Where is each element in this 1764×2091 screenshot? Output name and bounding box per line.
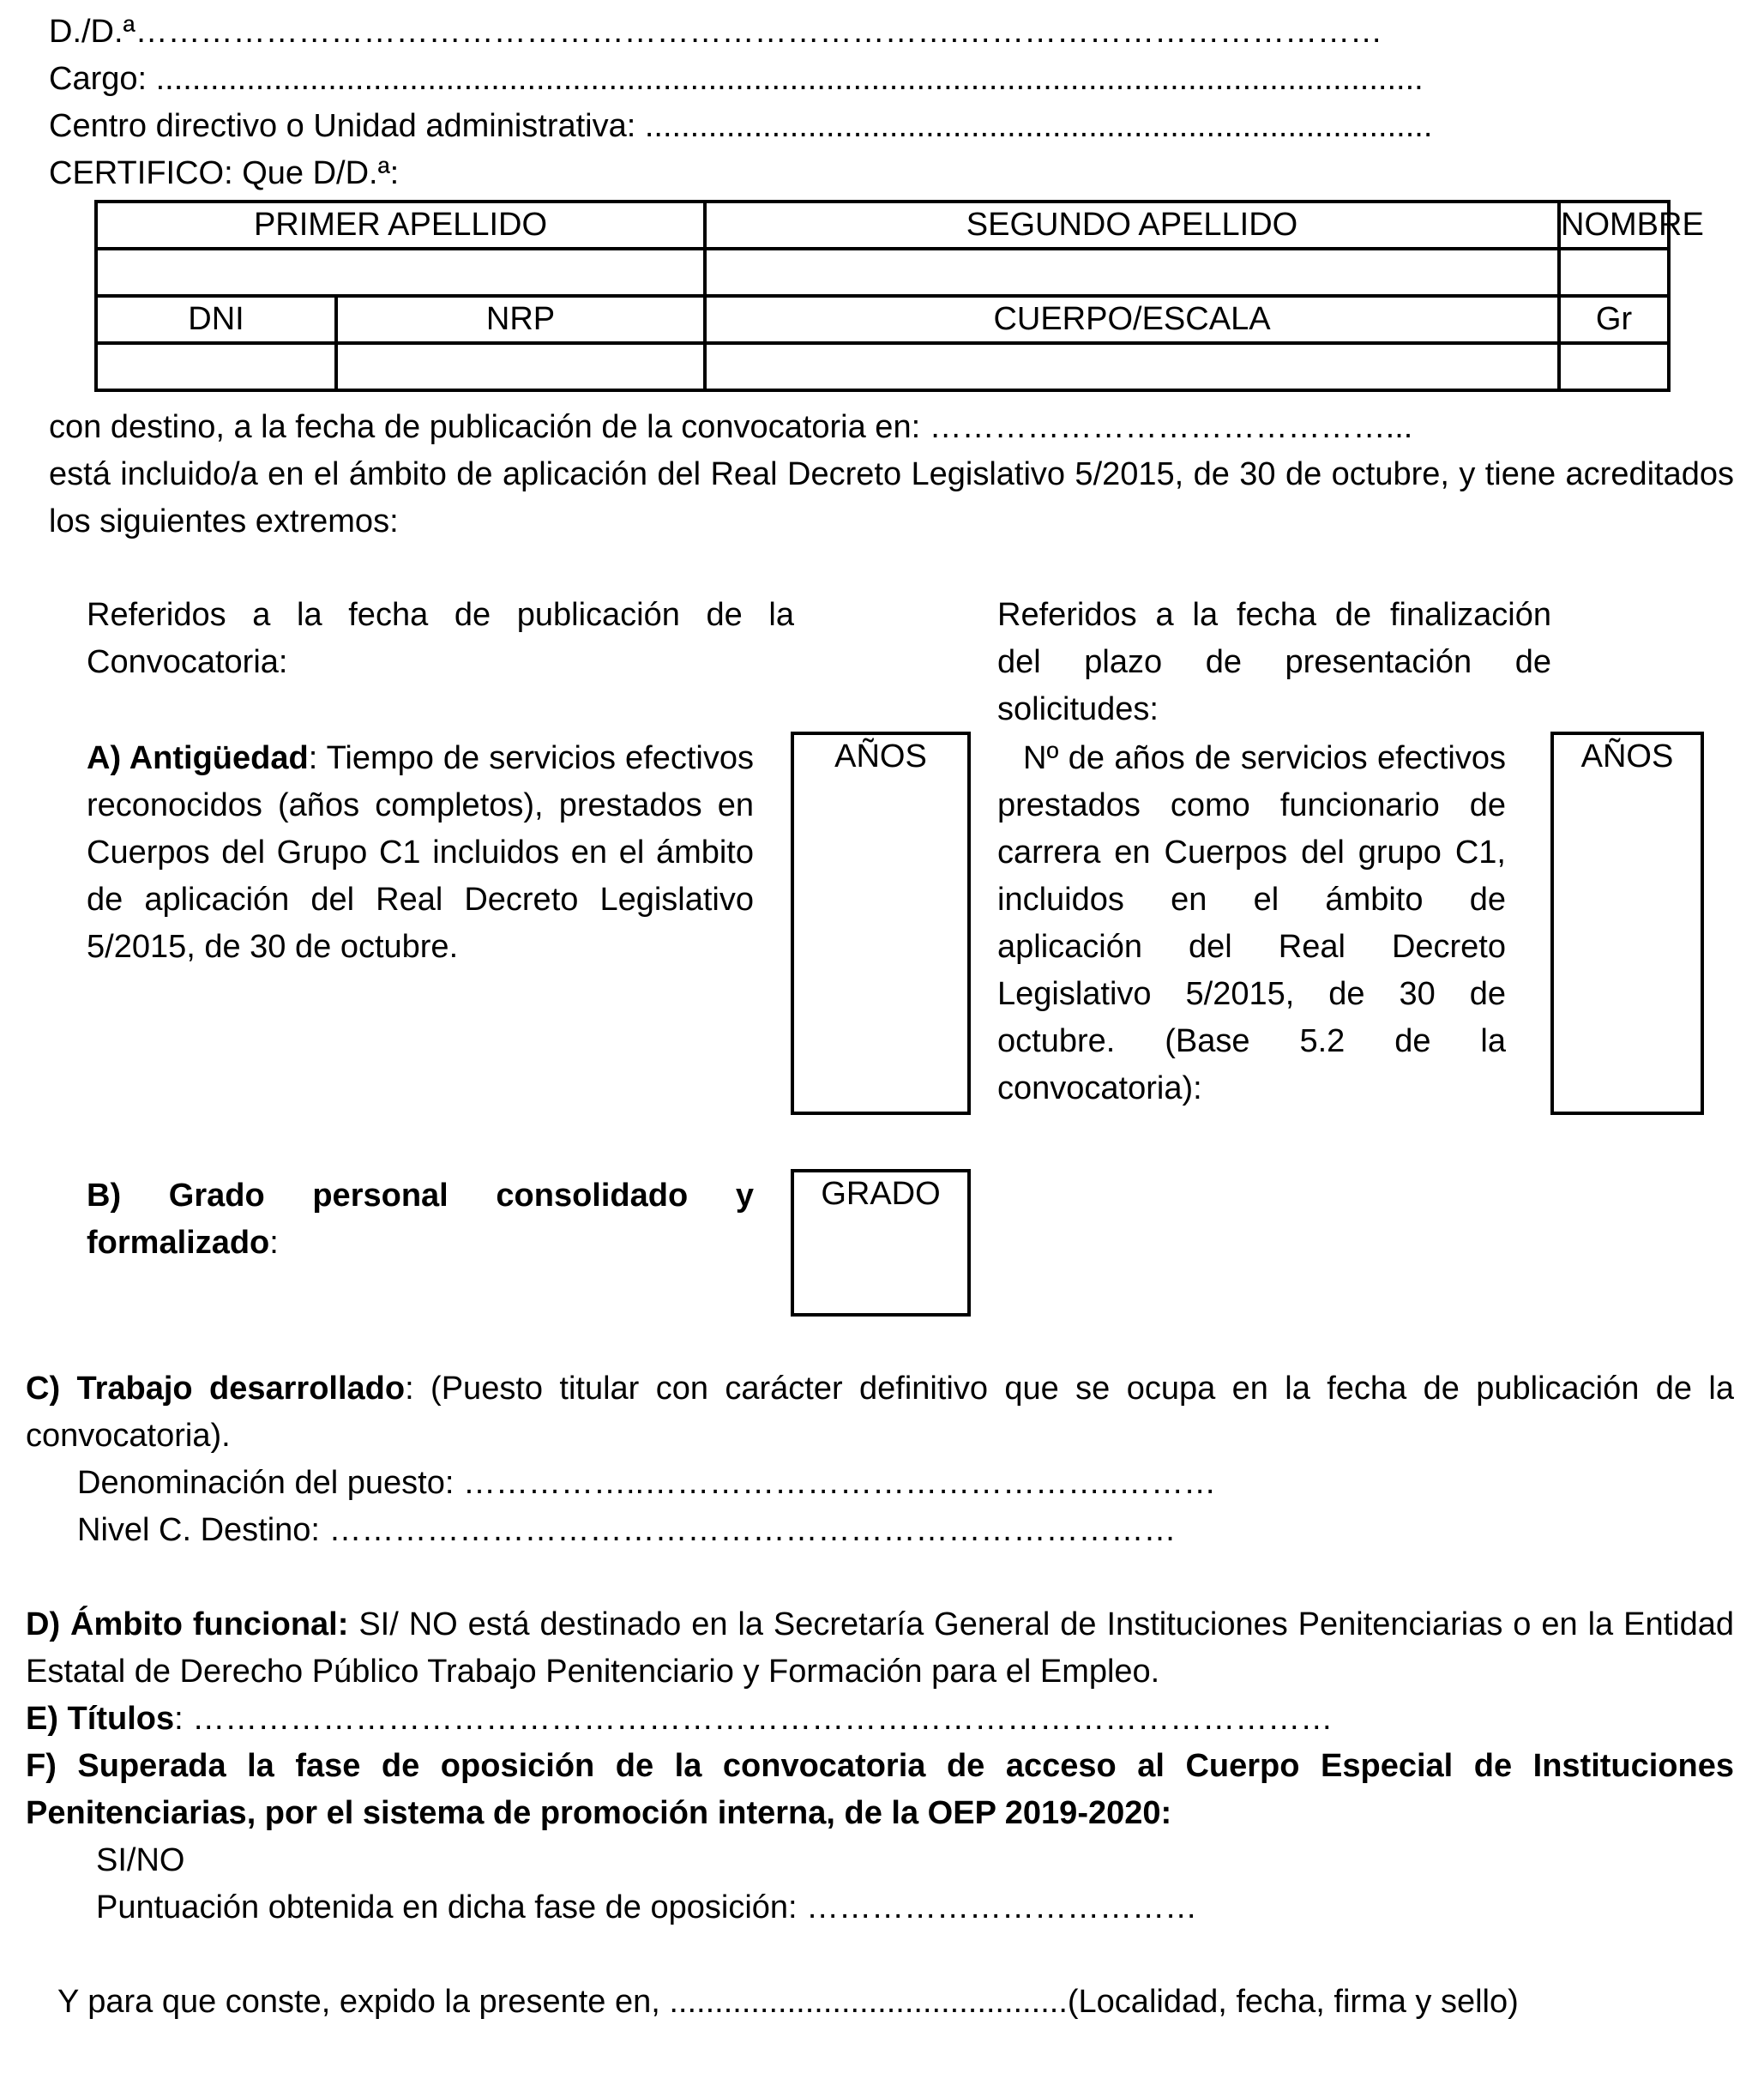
right-intro: Referidos a la fecha de finalización del plazo de presentación de solicitudes: — [997, 597, 1551, 727]
header-primer-apellido: PRIMER APELLIDO — [96, 202, 705, 249]
cell-cuerpo-escala[interactable] — [705, 343, 1559, 390]
incluido-paragraph: está incluido/a en el ámbito de aplicación del Real Decreto Legislativo 5/2015, de 30 de octubre, y tiene acreditados los siguientes extremos: — [49, 456, 1734, 539]
section-a-right-years-box[interactable] — [1550, 732, 1704, 1115]
cell-nrp[interactable] — [336, 343, 705, 390]
section-a-box-label: AÑOS — [834, 738, 927, 774]
field-cargo: Cargo: ............................................................................................................................................ — [49, 61, 1424, 97]
header-dni: DNI — [96, 296, 336, 343]
section-c-nivel: Nivel C. Destino: …………………………………………………………………… — [77, 1512, 1177, 1548]
cell-primer-apellido[interactable] — [96, 249, 705, 296]
section-c-denominacion: Denominación del puesto: ……………..……………………………………..……… — [77, 1465, 1217, 1501]
section-f-sino: SI/NO — [96, 1842, 185, 1878]
section-e-label: E) Títulos — [26, 1701, 175, 1737]
section-b-suffix: : — [269, 1225, 279, 1261]
cell-gr[interactable] — [1559, 343, 1669, 390]
section-b-box-label: GRADO — [821, 1176, 941, 1212]
section-a-right-text — [997, 735, 1506, 1112]
section-d-text — [26, 1601, 1734, 1696]
section-b-grado-box[interactable] — [791, 1169, 971, 1317]
section-a-description: : Tiempo de servicios efectivos reconocidos (años completos), prestados en Cuerpos del Grupo C1 incluidos en el ámbito de aplicación del Real Decreto Legislativo 5/2015, de 30 de octubre. — [87, 740, 755, 965]
cell-segundo-apellido[interactable] — [705, 249, 1559, 296]
section-e-text — [26, 1696, 1333, 1743]
section-b-text — [87, 1172, 754, 1267]
header-segundo-apellido: SEGUNDO APELLIDO — [705, 202, 1559, 249]
cell-nombre[interactable] — [1559, 249, 1669, 296]
destino-line: con destino, a la fecha de publicación de la convocatoria en: ……………………………………... — [49, 409, 1413, 445]
section-c-description: : (Puesto titular con carácter definitivo que se ocupa en la fecha de publicación de la convocatoria). — [26, 1371, 1734, 1454]
cell-dni[interactable] — [96, 343, 336, 390]
section-a-years-box[interactable] — [791, 732, 971, 1115]
header-gr: Gr — [1559, 296, 1669, 343]
section-a-label: A) Antigüedad — [87, 740, 309, 776]
header-cuerpo-escala: CUERPO/ESCALA — [705, 296, 1559, 343]
section-a-right-box-label: AÑOS — [1580, 738, 1674, 774]
section-e-description: : …………………………………………………………………………………………… — [174, 1701, 1334, 1737]
footer-text: Y para que conste, expido la presente en, ............................................(Localidad, fecha, firma y sello) — [57, 1984, 1519, 2020]
certifico-line: CERTIFICO: Que D/D.ª: — [49, 155, 400, 191]
section-f-puntuacion: Puntuación obtenida en dicha fase de oposición: ……………………………… — [96, 1889, 1198, 1925]
identification-table — [94, 200, 1704, 392]
section-a-right-description: Nº de años de servicios efectivos prestados como funcionario de carrera en Cuerpos del grupo C1, incluidos en el ámbito de aplicación del Real Decreto Legislativo 5/2015, de 30 de octubre. (Base 5.2 de la convocatoria): — [997, 740, 1506, 1106]
section-b-label: B) Grado personal consolidado y formalizado — [87, 1178, 754, 1261]
section-a-text — [87, 735, 754, 971]
header-nombre: NOMBRE — [1559, 202, 1669, 249]
field-dd: D./D.ª………………………………………………………………….………………………………… — [49, 14, 1383, 50]
section-f-label: F) Superada la fase de oposición de la convocatoria de acceso al Cuerpo Especial de Instituciones Penitenciarias, por el sistema de promoción interna, de la OEP 2019-2020: — [26, 1748, 1734, 1831]
left-intro: Referidos a la fecha de publicación de la Convocatoria: — [87, 597, 794, 680]
section-d-label: D) Ámbito funcional: — [26, 1606, 349, 1642]
section-c-label: C) Trabajo desarrollado — [26, 1371, 406, 1407]
header-nrp: NRP — [336, 296, 705, 343]
section-d-description: SI/ NO está destinado en la Secretaría General de Instituciones Penitenciarias o en la Entidad Estatal de Derecho Público Trabajo Penitenciario y Formación para el Empleo. — [26, 1606, 1734, 1690]
field-centro: Centro directivo o Unidad administrativa: ....................................................................................... — [49, 108, 1433, 144]
section-c-text — [26, 1365, 1734, 1460]
